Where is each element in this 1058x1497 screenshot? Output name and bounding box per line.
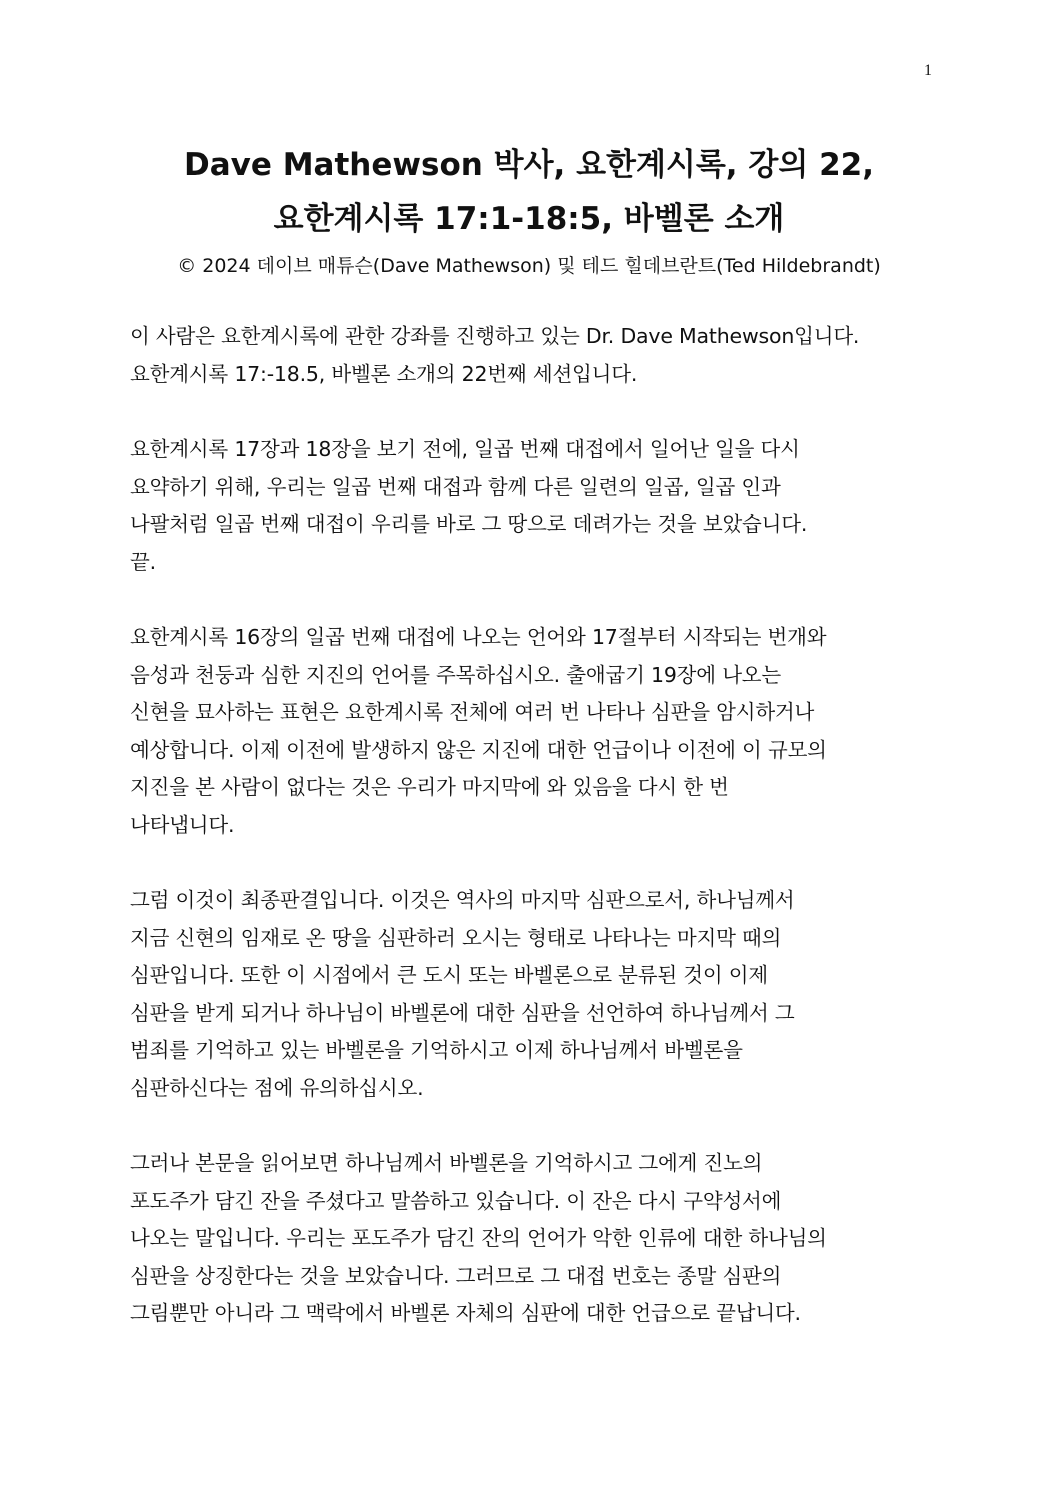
text-line: 요약하기 위해, 우리는 일곱 번째 대접과 함께 다른 일련의 일곱, 일곱 인과 (130, 474, 781, 499)
text-line: 이 사람은 요한계시록에 관한 강좌를 진행하고 있는 Dr. Dave Mathewson입니다. (130, 324, 860, 348)
paragraph (130, 619, 930, 844)
text-line: 신현을 묘사하는 표현은 요한계시록 전체에 여러 번 나타나 심판을 암시하거나 (130, 700, 815, 724)
text-line: 요한계시록 16장의 일곱 번째 대접에 나오는 언어와 17절부터 시작되는 번개와 (130, 625, 827, 649)
text-line: 그러나 본문을 읽어보면 하나님께서 바벨론을 기억하시고 그에게 진노의 (130, 1151, 763, 1175)
copyright-notice: © 2024 데이브 매튜슨(Dave Mathewson) 및 테드 힐데브란트(Ted Hildebrandt) (177, 255, 881, 277)
document-title-line-1: Dave Mathewson 박사, 요한계시록, 강의 22, (184, 147, 874, 183)
page-number: 1 (924, 62, 932, 79)
text-line: 포도주가 담긴 잔을 주셨다고 말씀하고 있습니다. 이 잔은 다시 구약성서에 (130, 1188, 782, 1213)
paragraph (130, 1145, 930, 1333)
paragraph (130, 882, 930, 1107)
text-line: 요한계시록 17:-18.5, 바벨론 소개의 22번째 세션입니다. (130, 361, 638, 386)
text-line: 나팔처럼 일곱 번째 대접이 우리를 바로 그 땅으로 데려가는 것을 보았습니다. (130, 512, 808, 536)
document-title-line-2: 요한계시록 17:1-18:5, 바벨론 소개 (273, 201, 785, 237)
text-line: 그림뿐만 아니라 그 맥락에서 바벨론 자체의 심판에 대한 언급으로 끝납니다. (130, 1301, 801, 1325)
text-line: 나오는 말입니다. 우리는 포도주가 담긴 잔의 언어가 악한 인류에 대한 하나님의 (130, 1226, 827, 1250)
text-line: 지진을 본 사람이 없다는 것은 우리가 마지막에 와 있음을 다시 한 번 (130, 775, 729, 799)
text-line: 범죄를 기억하고 있는 바벨론을 기억하시고 이제 하나님께서 바벨론을 (130, 1038, 743, 1062)
document-body (130, 318, 930, 1371)
text-line: 심판을 받게 되거나 하나님이 바벨론에 대한 심판을 선언하여 하나님께서 그 (130, 1000, 795, 1025)
text-line: 심판을 상징한다는 것을 보았습니다. 그러므로 그 대접 번호는 종말 심판의 (130, 1263, 782, 1288)
text-line: 예상합니다. 이제 이전에 발생하지 않은 지진에 대한 언급이나 이전에 이 규모의 (130, 737, 827, 762)
text-line: 지금 신현의 임재로 온 땅을 심판하러 오시는 형태로 나타나는 마지막 때의 (130, 925, 782, 950)
text-line: 나타냅니다. (130, 812, 235, 837)
title-block (100, 138, 958, 284)
text-line: 그럼 이것이 최종판결입니다. 이것은 역사의 마지막 심판으로서, 하나님께서 (130, 888, 795, 912)
paragraph (130, 431, 930, 581)
text-line: 심판하신다는 점에 유의하십시오. (130, 1075, 424, 1100)
paragraph (130, 318, 930, 393)
text-line: 끝. (130, 549, 156, 574)
text-line: 음성과 천둥과 심한 지진의 언어를 주목하십시오. 출애굽기 19장에 나오는 (130, 662, 782, 687)
text-line: 심판입니다. 또한 이 시점에서 큰 도시 또는 바벨론으로 분류된 것이 이제 (130, 963, 768, 987)
text-line: 요한계시록 17장과 18장을 보기 전에, 일곱 번째 대접에서 일어난 일을 다시 (130, 437, 800, 461)
